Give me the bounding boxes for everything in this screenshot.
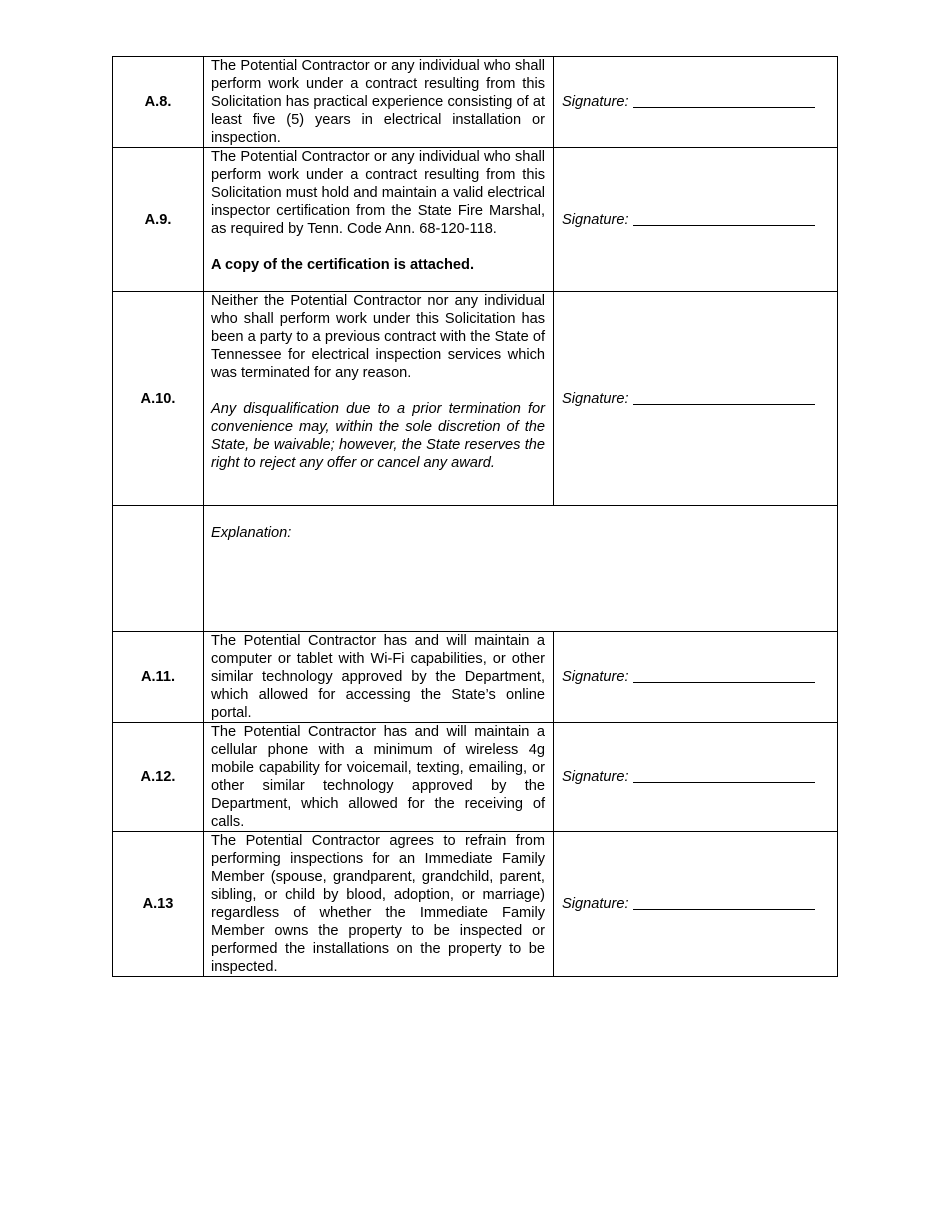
requirement-number: A.8. [113, 57, 204, 148]
certification-note: A copy of the certification is attached. [211, 257, 475, 273]
signature-cell[interactable] [554, 832, 838, 977]
table-row-a8 [113, 57, 838, 148]
signature-label: Signature: [562, 896, 629, 912]
signature-line[interactable] [633, 768, 815, 783]
table-row-a11 [113, 632, 838, 723]
signature-line[interactable] [633, 668, 815, 683]
requirement-number: A.10. [113, 292, 204, 506]
requirement-text: The Potential Contractor or any individual who shall perform work under a contract resulting from this Solicitation must hold and maintain a valid electrical inspector certification from the State Fire Marshal, as required by Tenn. Code Ann. 68-120-118. [211, 149, 545, 237]
signature-label: Signature: [562, 390, 629, 407]
requirement-text-cell [204, 292, 554, 506]
signature-label: Signature: [562, 769, 629, 785]
requirement-text: The Potential Contractor has and will maintain a computer or tablet with Wi-Fi capabilities, or other similar technology approved by the Department, which allowed for accessing the State’s online portal. [211, 633, 545, 721]
table-row-a13 [113, 832, 838, 977]
signature-line[interactable] [633, 390, 815, 405]
requirement-text: The Potential Contractor agrees to refrain from performing inspections for an Immediate Family Member (spouse, grandparent, grandchild, parent, sibling, or child by blood, adoption, or marriage) regardless of whether the Immediate Family Member owns the property to be inspected or performed the installations on the property to be inspected. [211, 833, 545, 975]
signature-line[interactable] [633, 211, 815, 226]
table-row-a10 [113, 292, 838, 506]
table-row-explanation [113, 506, 838, 632]
requirements-table [112, 56, 838, 977]
signature-label: Signature: [562, 94, 629, 110]
requirement-number: A.13 [113, 832, 204, 977]
requirement-text-cell [204, 632, 554, 723]
requirement-text-cell [204, 148, 554, 292]
signature-cell[interactable] [554, 723, 838, 832]
signature-cell[interactable] [554, 57, 838, 148]
requirement-text: Neither the Potential Contractor nor any individual who shall perform work under this Solicitation has been a party to a previous contract with the State of Tennessee for electrical inspection services which was terminated for any reason. [211, 293, 545, 381]
signature-cell[interactable] [554, 632, 838, 723]
requirement-number: A.11. [113, 632, 204, 723]
disqualification-note: Any disqualification due to a prior termination for convenience may, within the sole discretion of the State, be waivable; however, the State reserves the right to reject any offer or cancel any award. [211, 401, 545, 471]
empty-number-cell [113, 506, 204, 632]
signature-cell[interactable] [554, 148, 838, 292]
explanation-label: Explanation: [211, 525, 292, 541]
table-row-a12 [113, 723, 838, 832]
requirement-text-cell [204, 832, 554, 977]
requirement-text-cell [204, 57, 554, 148]
signature-line[interactable] [633, 93, 815, 108]
requirement-number: A.12. [113, 723, 204, 832]
requirement-text: The Potential Contractor has and will maintain a cellular phone with a minimum of wireless 4g mobile capability for voicemail, texting, emailing, or other similar technology approved by the Department, which allowed for the receiving of calls. [211, 724, 545, 830]
signature-label: Signature: [562, 669, 629, 685]
table-row-a9 [113, 148, 838, 292]
requirement-text-cell [204, 723, 554, 832]
requirement-text: The Potential Contractor or any individual who shall perform work under a contract resulting from this Solicitation has practical experience consisting of at least five (5) years in electrical installation or inspection. [211, 58, 545, 146]
signature-cell[interactable] [554, 292, 838, 506]
requirement-number: A.9. [113, 148, 204, 292]
explanation-field[interactable] [204, 506, 838, 632]
signature-label: Signature: [562, 211, 629, 228]
signature-line[interactable] [633, 895, 815, 910]
